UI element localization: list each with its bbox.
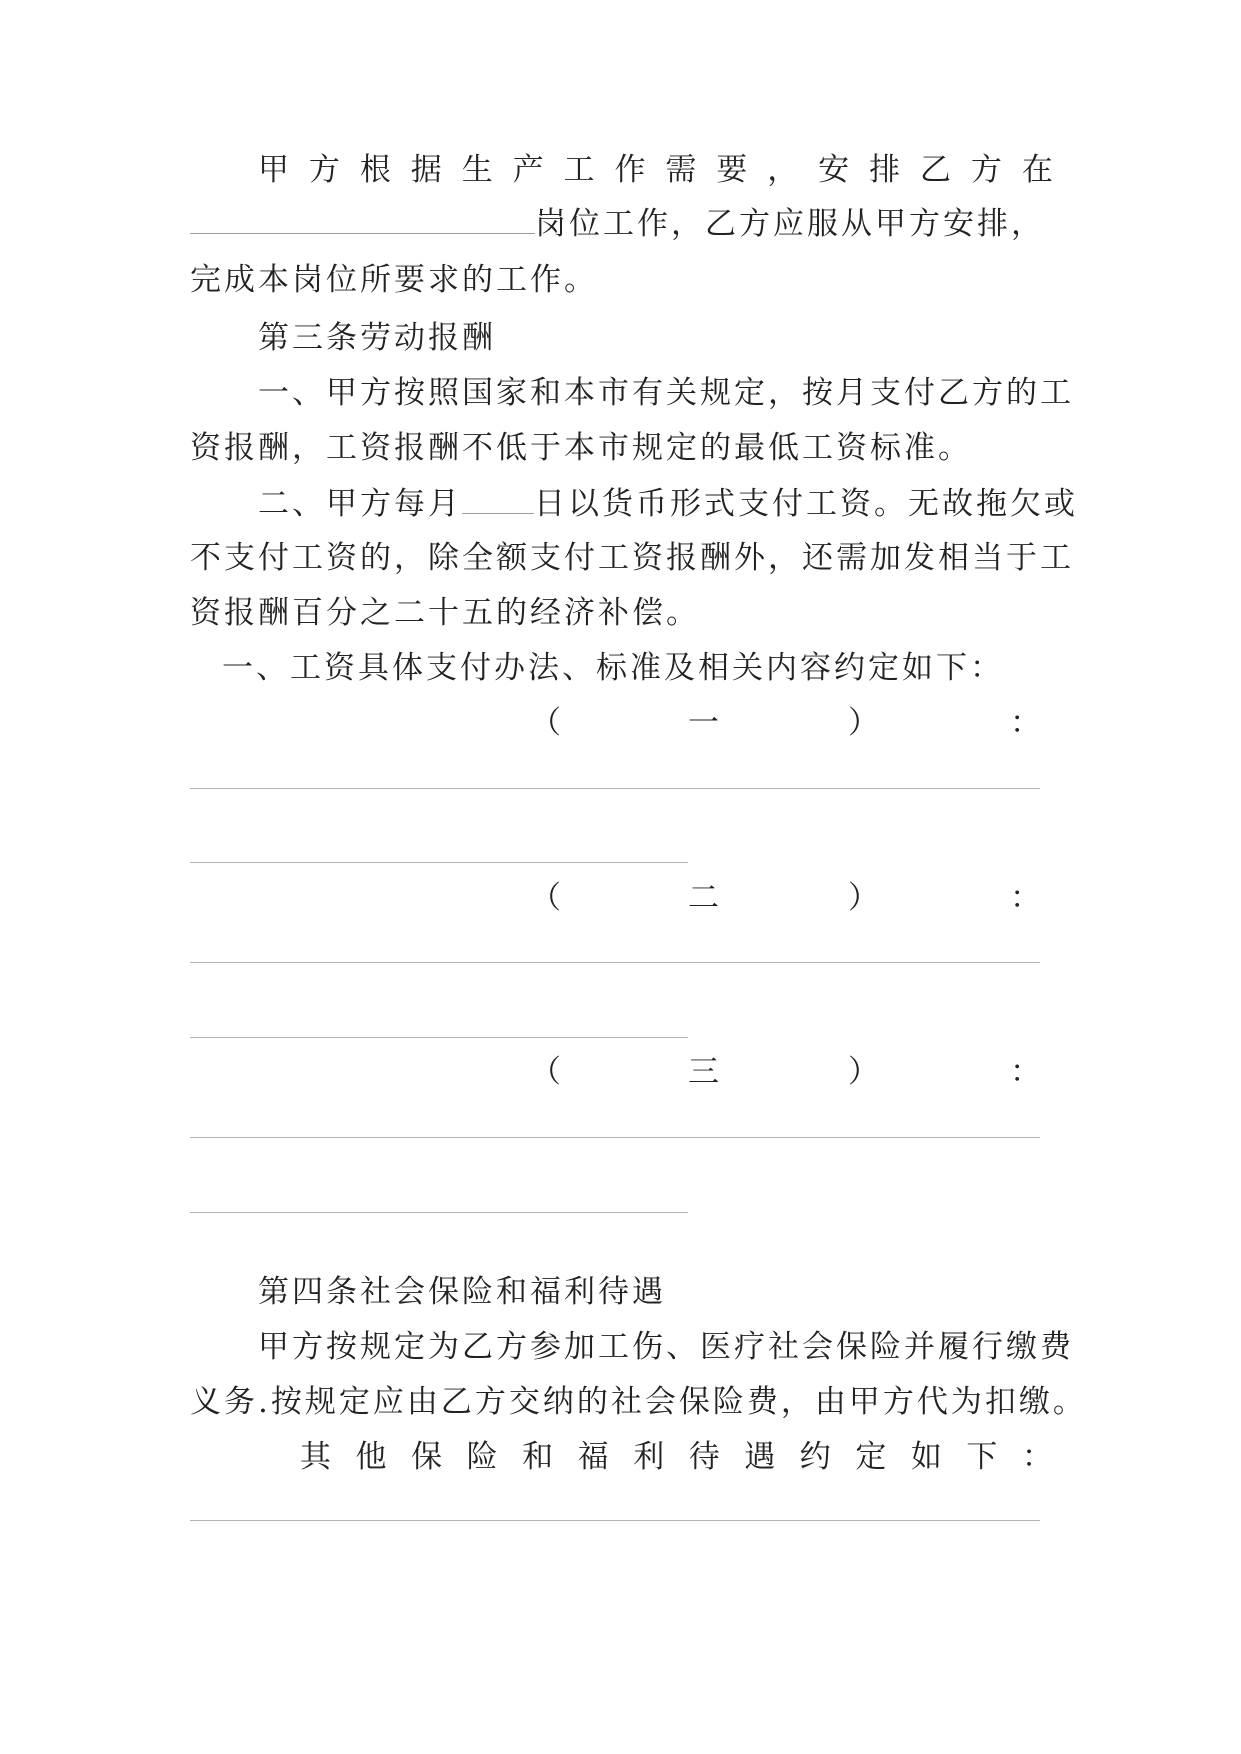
item-2-colon: ：	[1010, 880, 1041, 916]
a3-3: 一、工资具体支付办法、标准及相关内容约定如下：	[222, 650, 1004, 686]
item-2-fill-line-1[interactable]	[190, 962, 1040, 963]
p1-line1-char: 需	[665, 152, 697, 188]
p1-line1-char: 方	[970, 152, 1002, 188]
p1-line1-char: 在	[1021, 152, 1053, 188]
item-2-open: （	[530, 880, 561, 916]
a4-line1: 甲方按规定为乙方参加工伤、医疗社会保险并履行缴费	[258, 1329, 1074, 1365]
a4-line3	[300, 1437, 1053, 1477]
item-3-colon: ：	[1010, 1054, 1041, 1090]
a3-1-line1: 一、甲方按照国家和本市有关规定，按月支付乙方的工	[258, 375, 1074, 411]
p1-line2: 岗位工作，乙方应服从甲方安排，	[190, 203, 1045, 244]
p1-line1-char: 安	[818, 152, 850, 188]
p1-line1-char: 据	[410, 152, 442, 188]
a4-line3-char: 利	[633, 1439, 665, 1475]
a4-line3-char: ：	[1021, 1439, 1053, 1475]
p1-line1-char: 甲	[258, 152, 289, 188]
p1-line1-char: 要	[716, 152, 748, 188]
a3-1-line2: 资报酬，工资报酬不低于本市规定的最低工资标准。	[190, 430, 972, 466]
a4-line3-char: 他	[355, 1439, 387, 1475]
a4-line3-char: 定	[855, 1439, 887, 1475]
a4-line3-char: 遇	[744, 1439, 776, 1475]
p1-line1-char: 产	[512, 152, 544, 188]
p1-line1-char: 根	[359, 152, 391, 188]
p1-line1-char: ，	[767, 152, 799, 188]
item-1-fill-line-1[interactable]	[190, 788, 1040, 789]
a4-line3-char: 待	[688, 1439, 720, 1475]
item-3-num: 三	[688, 1054, 719, 1090]
a4-line3-char: 如	[910, 1439, 942, 1475]
a4-line3-char: 约	[799, 1439, 831, 1475]
payday-blank[interactable]	[462, 483, 534, 514]
other-benefits-fill-line[interactable]	[190, 1520, 1040, 1521]
p1-line1	[258, 150, 1053, 190]
article4-heading: 第四条社会保险和福利待遇	[258, 1274, 666, 1310]
p1-line1-char: 方	[308, 152, 340, 188]
p1-line1-char: 排	[869, 152, 901, 188]
a4-line3-char: 和	[522, 1439, 554, 1475]
a4-line3-char: 下	[966, 1439, 998, 1475]
p1-line1-char: 工	[563, 152, 595, 188]
item-1-num: 一	[688, 705, 719, 741]
item-3-open: （	[530, 1054, 561, 1090]
a3-2-line1: 二、甲方每月 日以货币形式支付工资。无故拖欠或	[258, 483, 1078, 524]
a4-line2: 义务.按规定应由乙方交纳的社会保险费，由甲方代为扣缴。	[190, 1384, 1087, 1420]
position-blank[interactable]	[190, 203, 535, 234]
a4-line3-char: 险	[466, 1439, 498, 1475]
item-3-fill-line-2[interactable]	[190, 1212, 688, 1213]
p1-line1-char: 生	[461, 152, 493, 188]
item-1-close: ）	[848, 705, 879, 741]
p1-line1-char: 乙	[919, 152, 951, 188]
item-2-close: ）	[848, 880, 879, 916]
item-2-num: 二	[688, 880, 719, 916]
item-1-fill-line-2[interactable]	[190, 862, 688, 863]
article3-heading: 第三条劳动报酬	[258, 320, 496, 356]
p1-line1-char: 作	[614, 152, 646, 188]
item-3-fill-line-1[interactable]	[190, 1137, 1040, 1138]
p1-line3: 完成本岗位所要求的工作。	[190, 262, 598, 298]
a4-line3-char: 保	[411, 1439, 443, 1475]
item-1-colon: ：	[1010, 705, 1041, 741]
a3-2-line2: 不支付工资的，除全额支付工资报酬外，还需加发相当于工	[190, 540, 1074, 576]
a4-line3-char: 福	[577, 1439, 609, 1475]
a4-line3-char: 其	[300, 1439, 331, 1475]
a3-2-line3: 资报酬百分之二十五的经济补偿。	[190, 595, 700, 631]
item-3-close: ）	[848, 1054, 879, 1090]
item-2-fill-line-2[interactable]	[190, 1037, 688, 1038]
item-1-open: （	[530, 705, 561, 741]
